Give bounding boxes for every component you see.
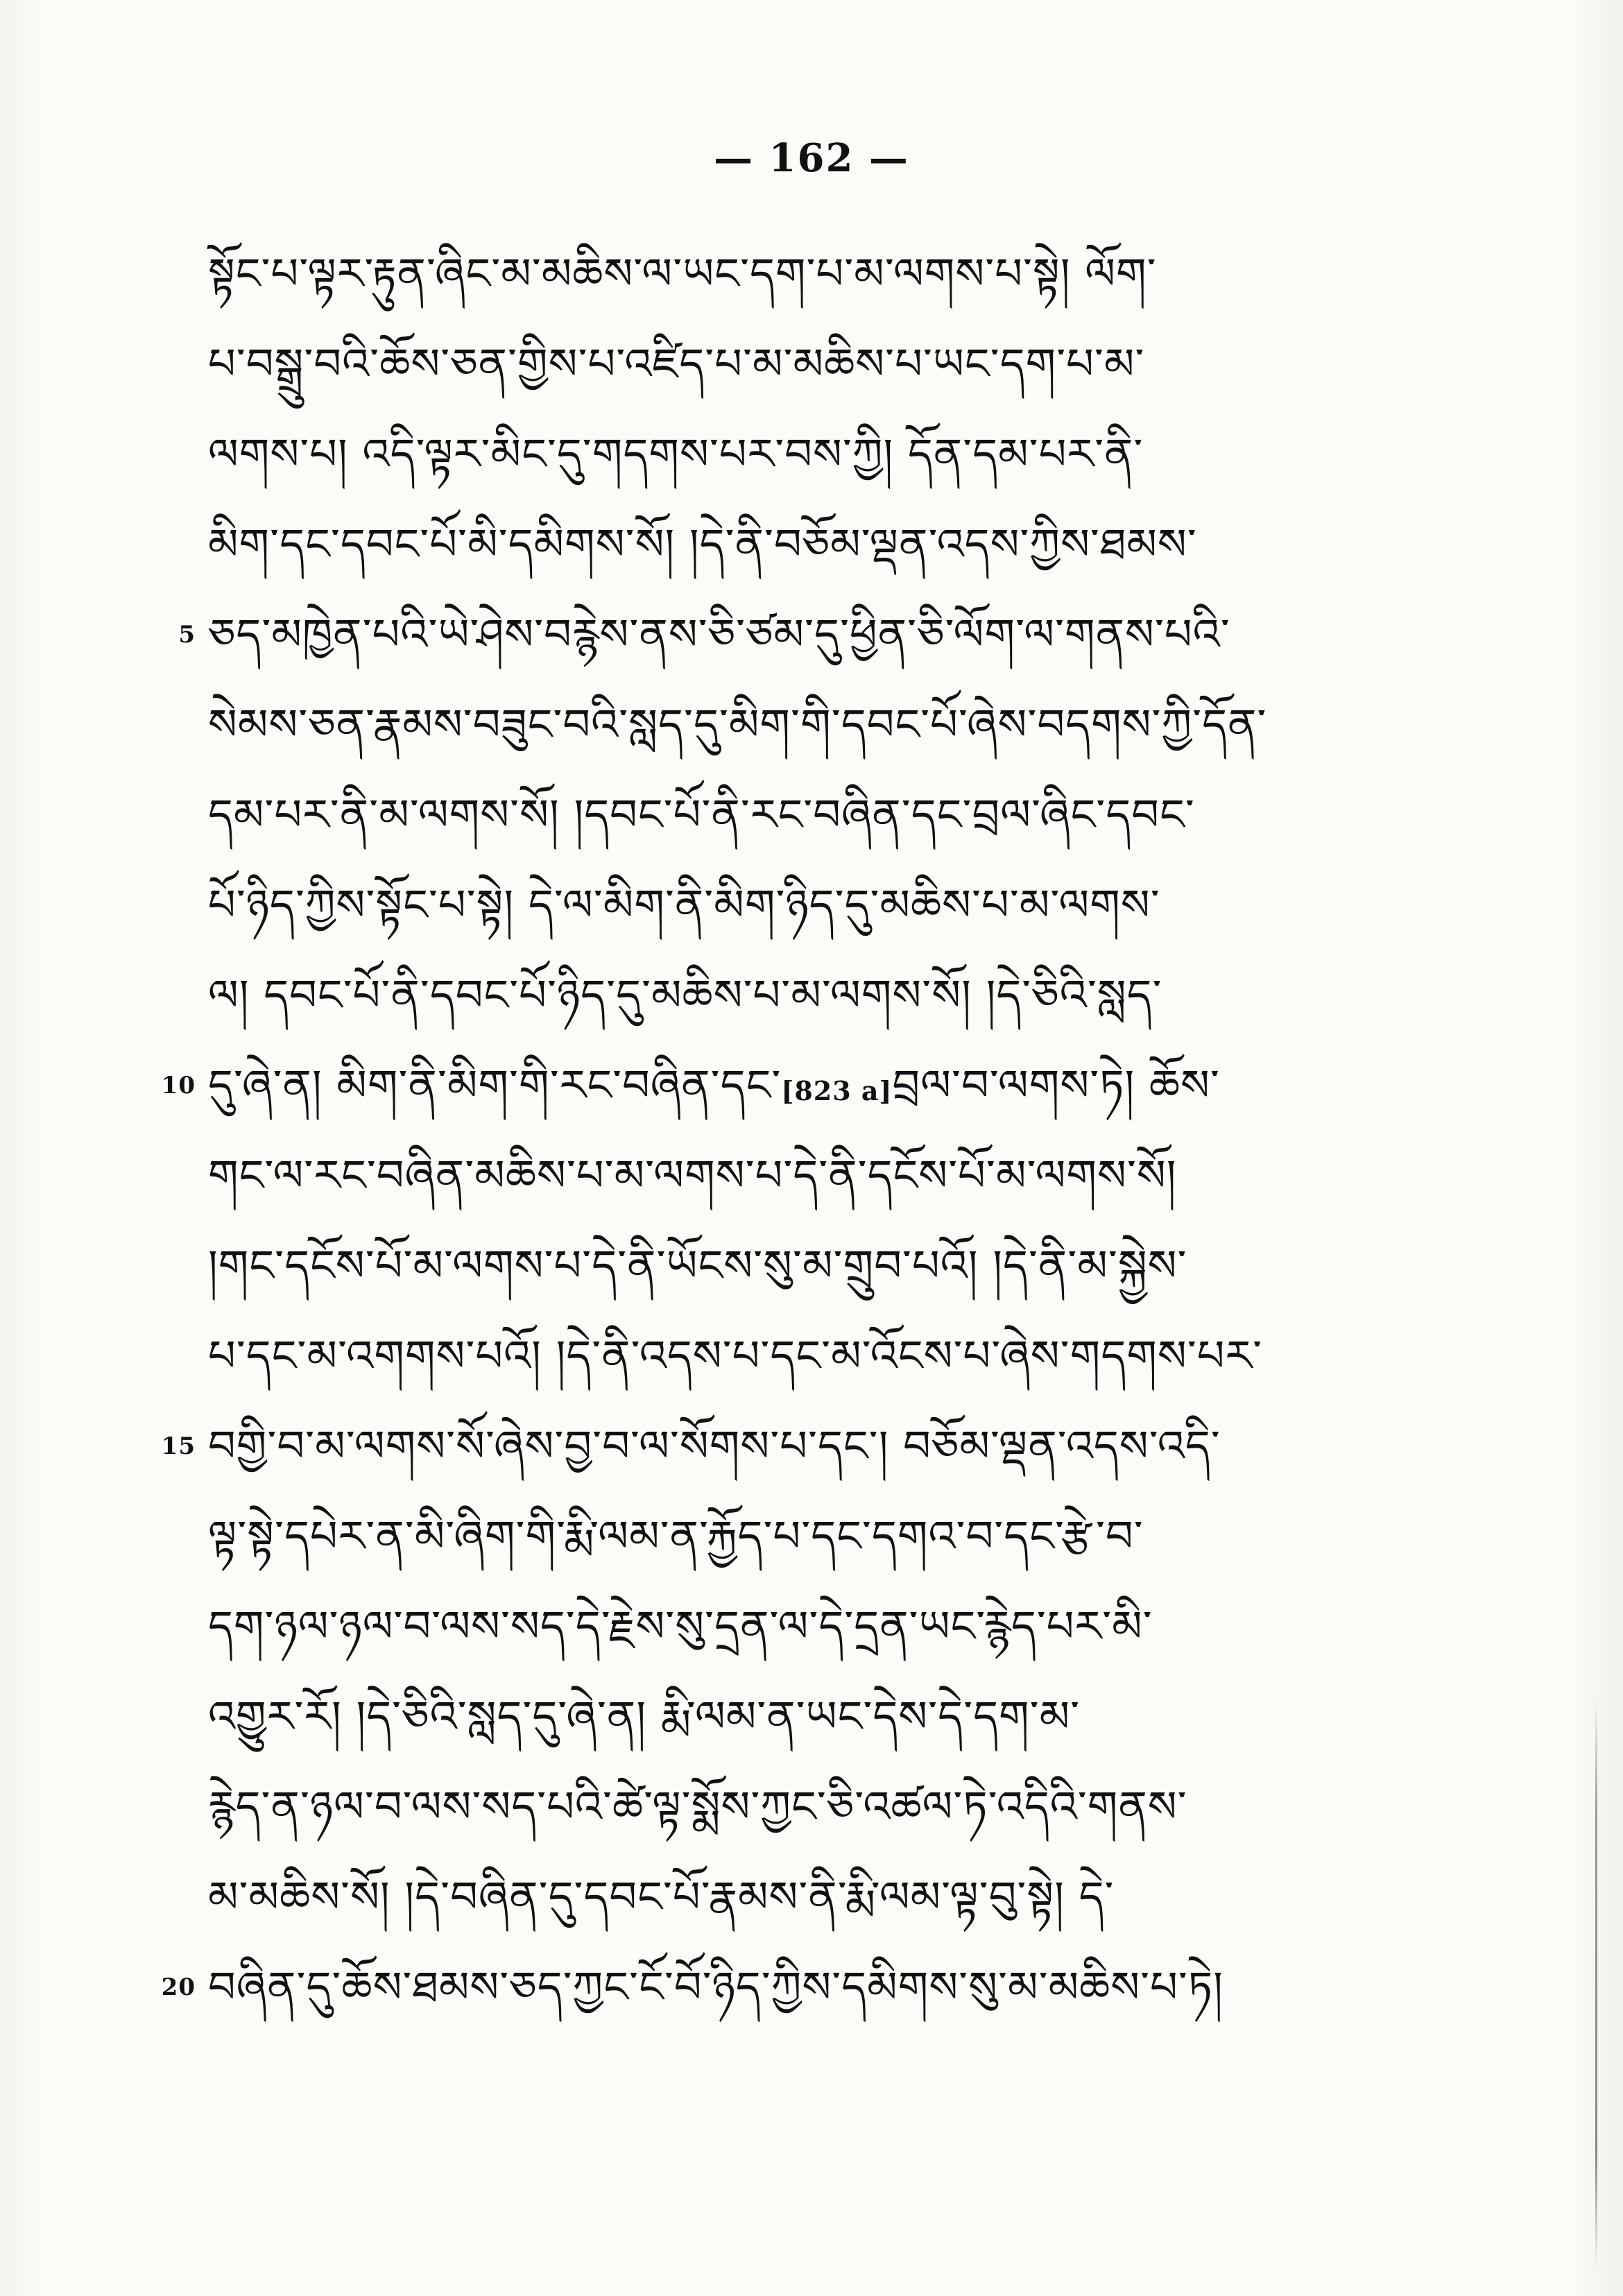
text-line	[208, 1311, 1457, 1401]
line-text: སེམས་ཅན་རྣམས་བཟུང་བའི་སླད་དུ་མིག་གི་དབང་པོ་ཞེས་བདགས་ཀྱི་དོན་	[208, 699, 1267, 750]
page-number: — 162 —	[714, 135, 909, 181]
line-text: མ་མཆིས་སོ། །དེ་བཞིན་དུ་དབང་པོ་རྣམས་ནི་རྨི་ལམ་ལྟ་བུ་སྟེ། དེ་	[208, 1871, 1115, 1922]
line-text: དག་ཉལ་ཉལ་བ་ལས་སད་དེ་རྗེས་སུ་དྲན་ལ་དེ་དྲན་ཡང་རྙེད་པར་མི་	[208, 1601, 1153, 1652]
text-line	[208, 680, 1457, 770]
text-line	[208, 950, 1457, 1040]
line-number: 10	[161, 1072, 196, 1099]
line-text: དམ་པར་ནི་མ་ལགས་སོ། །དབང་པོ་ནི་རང་བཞིན་དང་བྲལ་ཞིང་དབང་	[208, 789, 1195, 840]
line-text: བཞིན་དུ་ཆོས་ཐམས་ཅད་ཀྱང་ངོ་བོ་ཉིད་ཀྱིས་དམིགས་སུ་མ་མཆིས་པ་ཏེ།	[208, 1962, 1223, 2012]
line-text: ཅད་མཁྱེན་པའི་ཡེ་ཤེས་བརྙེས་ནས་ཅི་ཙམ་དུ་ཕྱིན་ཅི་ལོག་ལ་གནས་པའི་	[208, 609, 1230, 660]
tibetan-text-block	[161, 229, 1457, 2032]
line-text: རྙེད་ན་ཉལ་བ་ལས་སད་པའི་ཚེ་ལྟ་སྨོས་ཀྱང་ཅི་འཚལ་ཏེ་འདིའི་གནས་	[208, 1781, 1187, 1832]
text-line	[208, 409, 1457, 499]
line-text: དུ་ཞེ་ན། མིག་ནི་མིག་གི་རང་བཞིན་དང་	[208, 1060, 782, 1111]
text-line	[208, 319, 1457, 409]
text-line	[208, 860, 1457, 950]
text-line	[208, 770, 1457, 860]
line-text-continued: བྲལ་བ་ལགས་ཏེ། ཆོས་	[892, 1060, 1220, 1111]
line-text: པོ་ཉིད་ཀྱིས་སྟོང་པ་སྟེ། དེ་ལ་མིག་ནི་མིག་ཉིད་དུ་མཆིས་པ་མ་ལགས་	[208, 880, 1160, 930]
scan-edge-mark	[1595, 1699, 1597, 2268]
text-line	[161, 1040, 1457, 1131]
line-text: འགྱུར་རོ། །དེ་ཅིའི་སླད་དུ་ཞེ་ན། རྨི་ལམ་ན་ཡང་དེས་དེ་དག་མ་	[208, 1691, 1081, 1742]
line-number: 5	[178, 621, 196, 649]
line-text: པ་བསྒྲུ་བའི་ཆོས་ཅན་གྱིས་པ་འཛིད་པ་མ་མཆིས་པ་ཡང་དག་པ་མ་	[208, 339, 1145, 389]
text-line	[208, 1131, 1457, 1221]
line-number: 20	[161, 1973, 196, 2001]
text-line	[208, 229, 1457, 319]
text-line	[161, 1401, 1457, 1491]
text-line	[208, 1762, 1457, 1852]
line-text: པ་དང་མ་འགགས་པའོ། །དེ་ནི་འདས་པ་དང་མ་འོངས་པ་ཞེས་གདགས་པར་	[208, 1330, 1263, 1381]
line-text: ལ། དབང་པོ་ནི་དབང་པོ་ཉིད་དུ་མཆིས་པ་མ་ལགས་སོ། །དེ་ཅིའི་སླད་	[208, 970, 1162, 1020]
text-line	[208, 1672, 1457, 1762]
line-text: བགྱི་བ་མ་ལགས་སོ་ཞེས་བྱ་བ་ལ་སོགས་པ་དང་། བཅོམ་ལྡན་འདས་འདི་	[208, 1421, 1221, 1471]
text-line	[208, 1852, 1457, 1942]
line-text: ལགས་པ། འདི་ལྟར་མིང་དུ་གདགས་པར་བས་ཀྱི། དོན་དམ་པར་ནི་	[208, 429, 1144, 479]
line-text: མིག་དང་དབང་པོ་མི་དམིགས་སོ། །དེ་ནི་བཅོམ་ལྡན་འདས་ཀྱིས་ཐམས་	[208, 519, 1197, 569]
text-line	[208, 499, 1457, 590]
text-line	[208, 1582, 1457, 1672]
line-text: ལྟ་སྟེ་དཔེར་ན་མི་ཞིག་གི་རྨི་ལམ་ན་རྐྱོད་པ་དང་དགའ་བ་དང་རྩེ་བ་	[208, 1511, 1144, 1561]
text-line	[161, 1942, 1457, 2032]
text-line	[208, 1491, 1457, 1582]
line-text: སྟོང་པ་ལྟར་རྟུན་ཞིང་མ་མཆིས་ལ་ཡང་དག་པ་མ་ལགས་པ་སྟེ། ལོག་	[208, 248, 1157, 299]
line-number: 15	[161, 1432, 196, 1460]
line-text: །གང་དངོས་པོ་མ་ལགས་པ་དེ་ནི་ཡོངས་སུ་མ་གྲུབ་པའོ། །དེ་ནི་མ་སྐྱེས་	[208, 1240, 1187, 1291]
text-line	[208, 1221, 1457, 1311]
text-line	[178, 590, 1457, 680]
folio-marker: [823 a]	[781, 1075, 893, 1106]
line-text: གང་ལ་རང་བཞིན་མཆིས་པ་མ་ལགས་པ་དེ་ནི་དངོས་པོ་མ་ལགས་སོ།	[208, 1150, 1177, 1201]
